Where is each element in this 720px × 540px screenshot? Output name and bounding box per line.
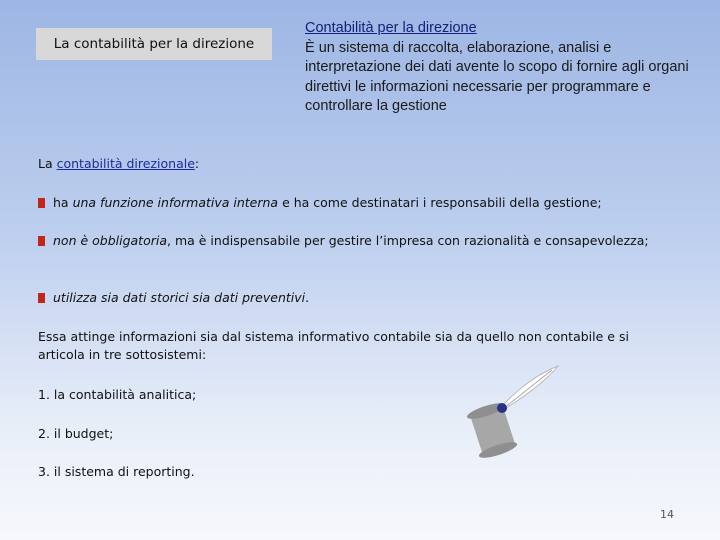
bullet-3 [38, 289, 678, 307]
intro-link[interactable]: contabilità direzionale [56, 156, 195, 171]
bullet-2-emph: non è obbligatoria [53, 233, 168, 248]
subsystem-3-label: 3. il sistema di reporting. [38, 464, 195, 479]
definition-text: È un sistema di raccolta, elaborazione, analisi e interpretazione dei dati avente lo scopo di fornire agli organi direttivi le informazioni necessarie per programmare e controllare la gestione [305, 39, 689, 114]
page-number: 14 [660, 508, 674, 521]
subsystem-item-2 [38, 425, 678, 443]
paragraph-text: Essa attinge informazioni sia dal sistema informativo contabile sia da quello non contabile e si articola in tre sottosistemi: [38, 329, 629, 362]
bullet-3-emph: utilizza sia dati storici sia dati preventivi [53, 290, 306, 305]
intro-line [38, 155, 678, 173]
subsystems-paragraph [38, 328, 678, 364]
subsystem-1-label: 1. la contabilità analitica; [38, 387, 197, 402]
bullet-square-icon [38, 198, 45, 208]
subsystem-2-label: 2. il budget; [38, 426, 114, 441]
bullet-1-emph: una funzione informativa interna [72, 195, 279, 210]
slide-title: La contabilità per la direzione [53, 36, 255, 52]
bullet-2-after: , ma è indispensabile per gestire l’impresa con razionalità e consapevolezza; [167, 233, 649, 248]
bullet-2 [38, 232, 678, 250]
intro-prefix: La [38, 156, 57, 171]
slide-title-box [36, 28, 272, 60]
subsystem-item-1 [38, 386, 678, 404]
definition-heading: Contabilità per la direzione [305, 20, 477, 36]
bullet-1-after: e ha come destinatari i responsabili della gestione; [278, 195, 602, 210]
bullet-square-icon [38, 293, 45, 303]
bullet-1 [38, 194, 678, 212]
bullet-1-before: ha [53, 195, 73, 210]
subsystem-item-3 [38, 463, 678, 481]
quill-scroll-icon [462, 362, 562, 462]
bullet-square-icon [38, 236, 45, 246]
bullet-3-after: . [305, 290, 310, 305]
definition-block [305, 19, 700, 117]
intro-suffix: : [194, 156, 200, 171]
